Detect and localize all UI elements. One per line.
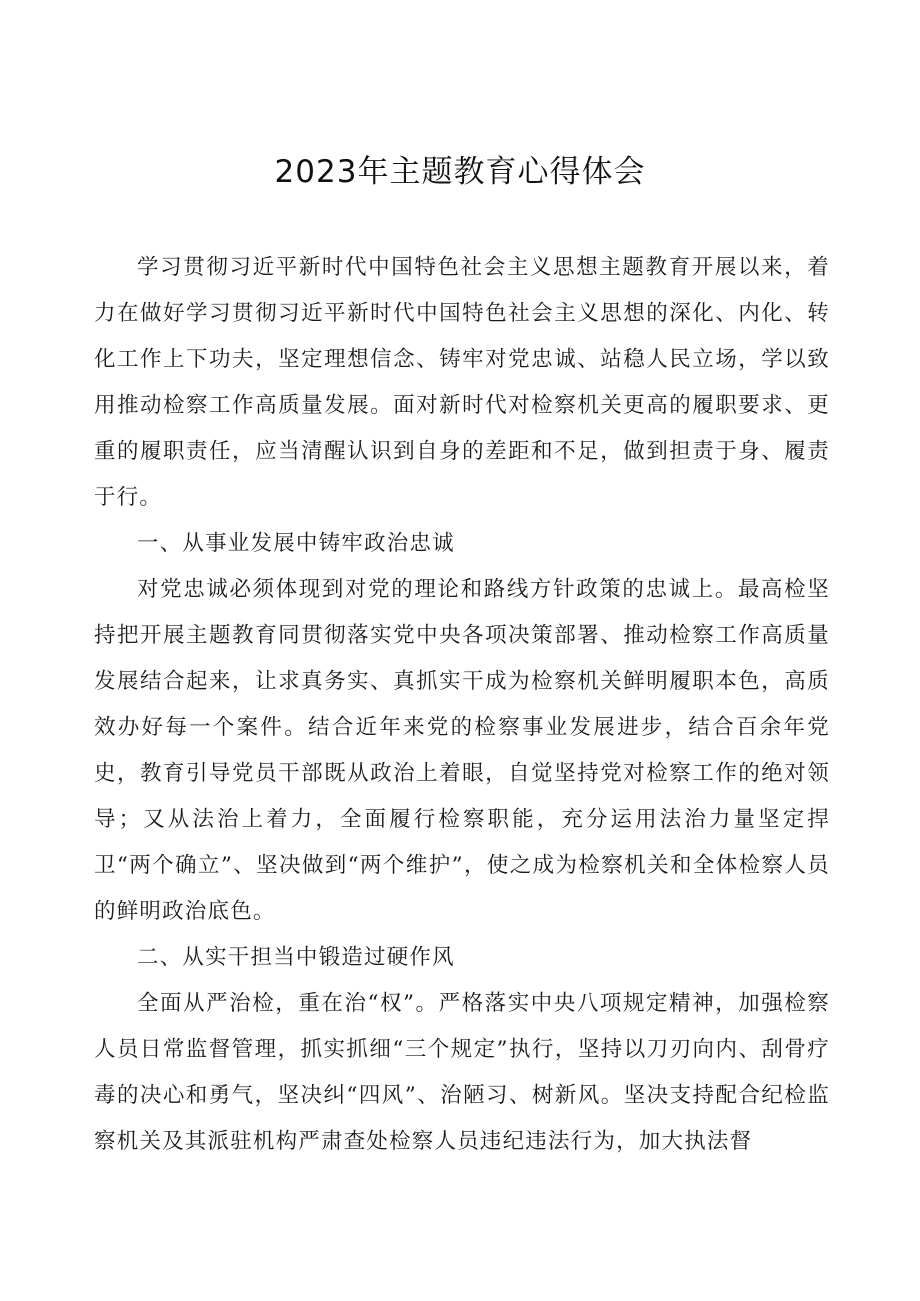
section-heading-2: 二、从实干担当中锻造过硬作风: [137, 945, 455, 970]
paragraph-section-2: 全面从严治检，重在治“权”。严格落实中央八项规定精神，加强检察人员日常监督管理，抓实抓细“三个规定”执行，坚持以刀刃向内、刮骨疗毒的决心和勇气，坚决纠“四风”、治陋习、树新风。坚决支持配合纪检监察机关及其派驻机构严肃查处检察人员违纪违法行为，加大执法督: [94, 991, 830, 1154]
paragraph-section-1: 对党忠诚必须体现到对党的理论和路线方针政策的忠诚上。最高检坚持把开展主题教育同贯彻落实党中央各项决策部署、推动检察工作高质量发展结合起来，让求真务实、真抓实干成为检察机关鲜明履职本色，高质效办好每一个案件。结合近年来党的检察事业发展进步，结合百余年党史，教育引导党员干部既从政治上着眼，自觉坚持党对检察工作的绝对领导；又从法治上着力，全面履行检察职能，充分运用法治力量坚定捍卫“两个确立”、坚决做到“两个维护”，使之成为检察机关和全体检察人员的鲜明政治底色。: [94, 577, 830, 924]
document-title: 2023年主题教育心得体会: [274, 154, 646, 190]
document-body: [94, 245, 830, 1165]
paragraph-intro: 学习贯彻习近平新时代中国特色社会主义思想主题教育开展以来，着力在做好学习贯彻习近平新时代中国特色社会主义思想的深化、内化、转化工作上下功夫，坚定理想信念、铸牢对党忠诚、站稳人民立场，学以致用推动检察工作高质量发展。面对新时代对检察机关更高的履职要求、更重的履职责任，应当清醒认识到自身的差距和不足，做到担责于身、履责于行。: [94, 255, 830, 510]
section-heading-1: 一、从事业发展中铸牢政治忠诚: [137, 531, 455, 556]
